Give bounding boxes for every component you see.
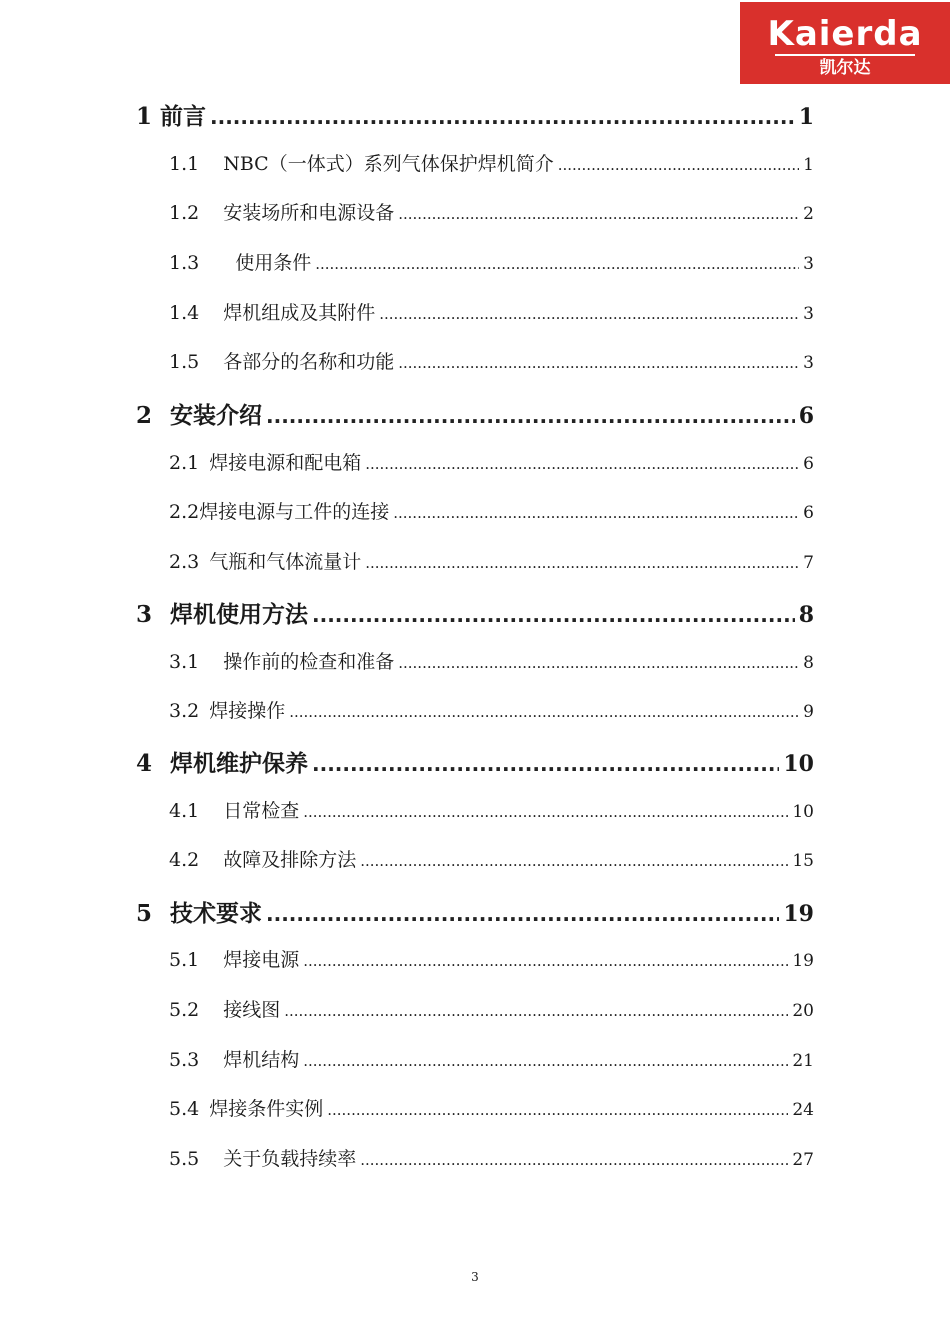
toc-entry-3-2[interactable] bbox=[169, 696, 814, 723]
toc-page: 6 bbox=[803, 454, 814, 474]
toc-entry-1-3[interactable] bbox=[169, 248, 814, 275]
toc-title: 焊机结构 bbox=[223, 1049, 300, 1071]
toc-leader bbox=[266, 901, 779, 927]
toc-entry-4-2[interactable] bbox=[169, 845, 814, 872]
toc-entry-3-1[interactable] bbox=[169, 647, 814, 674]
toc-leader bbox=[266, 403, 795, 429]
toc-title: 安装介绍 bbox=[170, 403, 263, 429]
toc-title: 日常检查 bbox=[223, 800, 300, 822]
toc-leader bbox=[398, 202, 799, 224]
toc-leader bbox=[398, 651, 799, 673]
toc-title: 气瓶和气体流量计 bbox=[209, 551, 362, 573]
toc-leader bbox=[303, 1049, 788, 1071]
toc-leader bbox=[365, 551, 799, 573]
toc-entry-1[interactable] bbox=[136, 98, 814, 131]
toc-page: 6 bbox=[798, 403, 814, 429]
toc-number: 1.3 bbox=[169, 252, 200, 274]
toc-number: 5.1 bbox=[169, 949, 200, 971]
toc-title: 焊接操作 bbox=[209, 700, 286, 722]
toc-number: 5.4 bbox=[169, 1098, 200, 1120]
toc-entry-2-1[interactable] bbox=[169, 448, 814, 475]
toc-page: 21 bbox=[792, 1051, 814, 1071]
toc-entry-5-4[interactable] bbox=[169, 1094, 814, 1121]
toc-title: 技术要求 bbox=[170, 901, 263, 927]
toc-title: 接线图 bbox=[223, 999, 281, 1021]
toc-title: 焊接电源与工件的连接 bbox=[199, 501, 390, 523]
toc-entry-1-1[interactable] bbox=[169, 149, 814, 176]
toc-number: 5.3 bbox=[169, 1049, 200, 1071]
toc-number: 2.2 bbox=[169, 501, 200, 523]
logo-brand: Kaierda bbox=[767, 14, 923, 54]
toc-entry-5-2[interactable] bbox=[169, 995, 814, 1022]
toc-entry-5-1[interactable] bbox=[169, 945, 814, 972]
kaierda-logo bbox=[740, 2, 950, 84]
toc-title: 焊机维护保养 bbox=[170, 751, 309, 777]
toc-entry-2-2[interactable] bbox=[169, 497, 814, 524]
toc-number: 5.5 bbox=[169, 1148, 200, 1170]
toc-leader bbox=[327, 1098, 788, 1120]
toc-entry-1-4[interactable] bbox=[169, 298, 814, 325]
toc-number: 4.2 bbox=[169, 849, 200, 871]
toc-leader bbox=[360, 849, 788, 871]
toc-page: 2 bbox=[803, 204, 814, 224]
toc-title: 使用条件 bbox=[235, 252, 312, 274]
toc-leader bbox=[303, 800, 788, 822]
toc-number: 3.1 bbox=[169, 651, 200, 673]
toc-page: 10 bbox=[792, 802, 814, 822]
toc-page: 1 bbox=[803, 155, 814, 175]
toc-number: 3 bbox=[136, 601, 153, 628]
toc-leader bbox=[289, 700, 799, 722]
toc-title: 操作前的检查和准备 bbox=[223, 651, 395, 673]
toc-number: 3.2 bbox=[169, 700, 200, 722]
toc-page: 3 bbox=[803, 304, 814, 324]
toc-page: 8 bbox=[803, 653, 814, 673]
toc-number: 5.2 bbox=[169, 999, 200, 1021]
toc-entry-1-5[interactable] bbox=[169, 347, 814, 374]
toc-leader bbox=[312, 602, 795, 628]
logo-rule bbox=[775, 54, 915, 56]
toc-entry-5[interactable] bbox=[136, 895, 814, 928]
toc-page: 24 bbox=[792, 1100, 814, 1120]
toc-page: 20 bbox=[792, 1001, 814, 1021]
toc-title: 安装场所和电源设备 bbox=[223, 202, 395, 224]
toc-page: 6 bbox=[803, 503, 814, 523]
toc-page: 1 bbox=[798, 104, 814, 130]
toc-entry-4[interactable] bbox=[136, 745, 814, 778]
toc-number: 5 bbox=[136, 900, 153, 927]
toc-page: 8 bbox=[798, 602, 814, 628]
toc-page: 7 bbox=[803, 553, 814, 573]
toc-number: 4 bbox=[136, 750, 153, 777]
toc-entry-3[interactable] bbox=[136, 596, 814, 629]
page-number: 3 bbox=[471, 1270, 479, 1284]
toc-entry-2[interactable] bbox=[136, 397, 814, 430]
toc-number: 1.2 bbox=[169, 202, 200, 224]
toc-page: 27 bbox=[792, 1150, 814, 1170]
toc-number: 1.4 bbox=[169, 302, 200, 324]
toc-leader bbox=[360, 1148, 788, 1170]
toc-page: 15 bbox=[792, 851, 814, 871]
toc-page: 19 bbox=[783, 901, 814, 927]
toc-entry-2-3[interactable] bbox=[169, 547, 814, 574]
toc-title: 焊接电源和配电箱 bbox=[209, 452, 362, 474]
toc-number: 4.1 bbox=[169, 800, 200, 822]
toc-page: 3 bbox=[803, 353, 814, 373]
toc-title: 焊机组成及其附件 bbox=[223, 302, 376, 324]
toc-leader bbox=[398, 351, 799, 373]
toc-leader bbox=[312, 751, 779, 777]
logo-cn: 凯尔达 bbox=[819, 58, 871, 78]
toc-leader bbox=[558, 153, 799, 175]
toc-title: 关于负载持续率 bbox=[223, 1148, 357, 1170]
toc-entry-1-2[interactable] bbox=[169, 198, 814, 225]
toc-page: 9 bbox=[803, 702, 814, 722]
toc-leader bbox=[303, 949, 788, 971]
toc-title: NBC（一体式）系列气体保护焊机简介 bbox=[223, 153, 554, 175]
toc-number: 1.1 bbox=[169, 153, 200, 175]
toc-page: 19 bbox=[792, 951, 814, 971]
toc-title: 故障及排除方法 bbox=[223, 849, 357, 871]
toc-title: 焊机使用方法 bbox=[170, 602, 309, 628]
toc-title: 焊接电源 bbox=[223, 949, 300, 971]
toc-leader bbox=[210, 104, 795, 130]
toc-title: 焊接条件实例 bbox=[209, 1098, 324, 1120]
toc-leader bbox=[393, 501, 799, 523]
toc-title: 各部分的名称和功能 bbox=[223, 351, 395, 373]
toc-number: 1.5 bbox=[169, 351, 200, 373]
toc-leader bbox=[315, 252, 799, 274]
toc-page: 10 bbox=[783, 751, 814, 777]
toc-page: 3 bbox=[803, 254, 814, 274]
toc-leader bbox=[284, 999, 788, 1021]
toc-title: 前言 bbox=[160, 104, 207, 130]
toc-leader bbox=[379, 302, 799, 324]
toc-number: 2.1 bbox=[169, 452, 200, 474]
toc-entry-4-1[interactable] bbox=[169, 796, 814, 823]
toc-number: 1 bbox=[136, 103, 153, 130]
toc-entry-5-5[interactable] bbox=[169, 1144, 814, 1171]
toc-entry-5-3[interactable] bbox=[169, 1045, 814, 1072]
toc-number: 2.3 bbox=[169, 551, 200, 573]
toc-number: 2 bbox=[136, 402, 153, 429]
toc-leader bbox=[365, 452, 799, 474]
